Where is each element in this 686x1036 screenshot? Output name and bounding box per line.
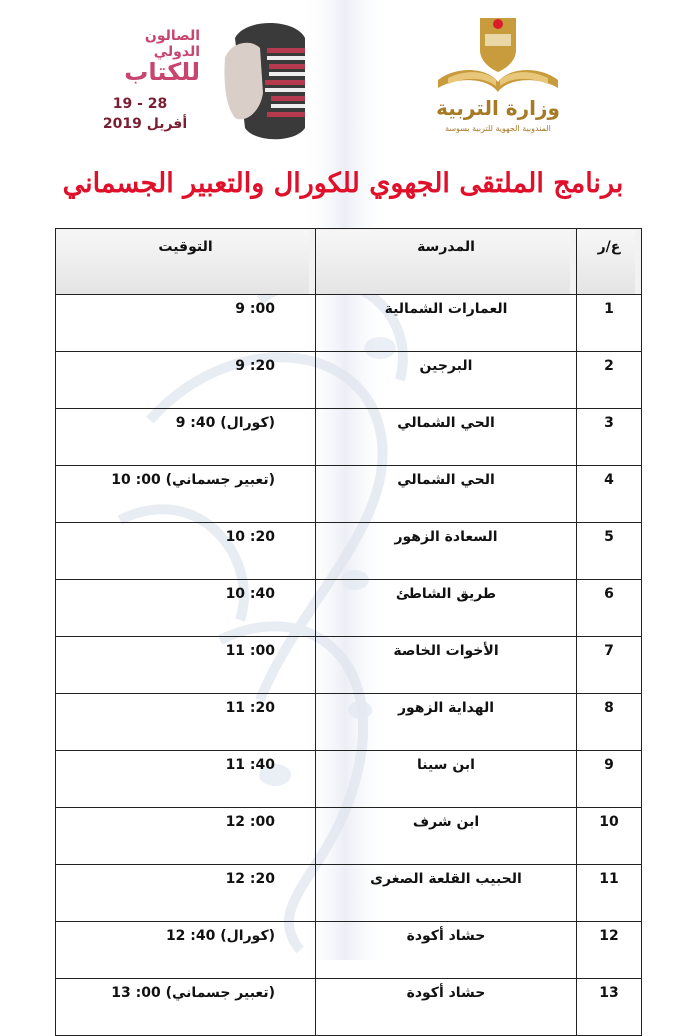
table-row [56, 751, 642, 808]
row-time: 12 :40 (كورال) [56, 922, 316, 979]
row-number: 3 [577, 409, 642, 466]
table-row [56, 922, 642, 979]
row-time: 9 :00 [56, 295, 316, 352]
table-row [56, 523, 642, 580]
row-time: 12 :20 [56, 865, 316, 922]
row-school: حشاد أكودة [316, 979, 577, 1036]
row-number: 1 [577, 295, 642, 352]
row-number: 5 [577, 523, 642, 580]
header-num: ع/ر [577, 229, 642, 295]
table-row [56, 979, 642, 1036]
table-row [56, 694, 642, 751]
table-row [56, 295, 642, 352]
ministry-name: وزارة التربية [436, 96, 560, 120]
table-body [56, 295, 642, 1036]
row-number: 9 [577, 751, 642, 808]
page-title: برنامج الملتقى الجهوي للكورال والتعبير الجسماني [62, 168, 624, 199]
table-row [56, 865, 642, 922]
row-time: 10 :40 [56, 580, 316, 637]
fair-name-line2: للكتاب [124, 58, 200, 86]
row-school: العمارات الشمالية [316, 295, 577, 352]
row-time: 12 :00 [56, 808, 316, 865]
row-number: 7 [577, 637, 642, 694]
row-school: ابن سينا [316, 751, 577, 808]
fair-name-line1: الصالون الدولي [144, 28, 200, 60]
row-school: الأخوات الخاصة [316, 637, 577, 694]
woman-books-icon [205, 18, 315, 148]
row-number: 6 [577, 580, 642, 637]
book-fair-logo [95, 18, 315, 148]
row-number: 10 [577, 808, 642, 865]
row-school: حشاد أكودة [316, 922, 577, 979]
row-time: 11 :40 [56, 751, 316, 808]
table-row [56, 466, 642, 523]
table-row [56, 637, 642, 694]
fair-month-year: أفريل 2019 [102, 116, 188, 132]
ministry-subtitle: المندوبية الجهوية للتربية بسوسة [445, 124, 551, 133]
table-row [56, 352, 642, 409]
row-time: 9 :40 (كورال) [56, 409, 316, 466]
header [0, 0, 686, 170]
fair-dates: 19 - 28 [112, 96, 168, 112]
row-school: البرجين [316, 352, 577, 409]
table-row [56, 808, 642, 865]
table-row [56, 580, 642, 637]
row-number: 13 [577, 979, 642, 1036]
row-number: 2 [577, 352, 642, 409]
row-school: طريق الشاطئ [316, 580, 577, 637]
row-time: 13 :00 (تعبير جسماني) [56, 979, 316, 1036]
schedule-table [55, 228, 642, 1036]
table-row [56, 409, 642, 466]
header-time: التوقيت [56, 229, 316, 295]
row-school: السعادة الزهور [316, 523, 577, 580]
ministry-emblem-icon [418, 10, 578, 100]
row-time: 10 :20 [56, 523, 316, 580]
header-school: المدرسة [316, 229, 577, 295]
ministry-logo [418, 10, 578, 150]
row-school: الحي الشمالي [316, 466, 577, 523]
row-school: الحبيب القلعة الصغرى [316, 865, 577, 922]
row-number: 12 [577, 922, 642, 979]
row-school: ابن شرف [316, 808, 577, 865]
row-school: الهداية الزهور [316, 694, 577, 751]
row-time: 9 :20 [56, 352, 316, 409]
row-number: 11 [577, 865, 642, 922]
table-header-row [56, 229, 642, 295]
row-school: الحي الشمالي [316, 409, 577, 466]
row-time: 10 :00 (تعبير جسماني) [56, 466, 316, 523]
row-time: 11 :00 [56, 637, 316, 694]
row-number: 8 [577, 694, 642, 751]
row-time: 11 :20 [56, 694, 316, 751]
row-number: 4 [577, 466, 642, 523]
